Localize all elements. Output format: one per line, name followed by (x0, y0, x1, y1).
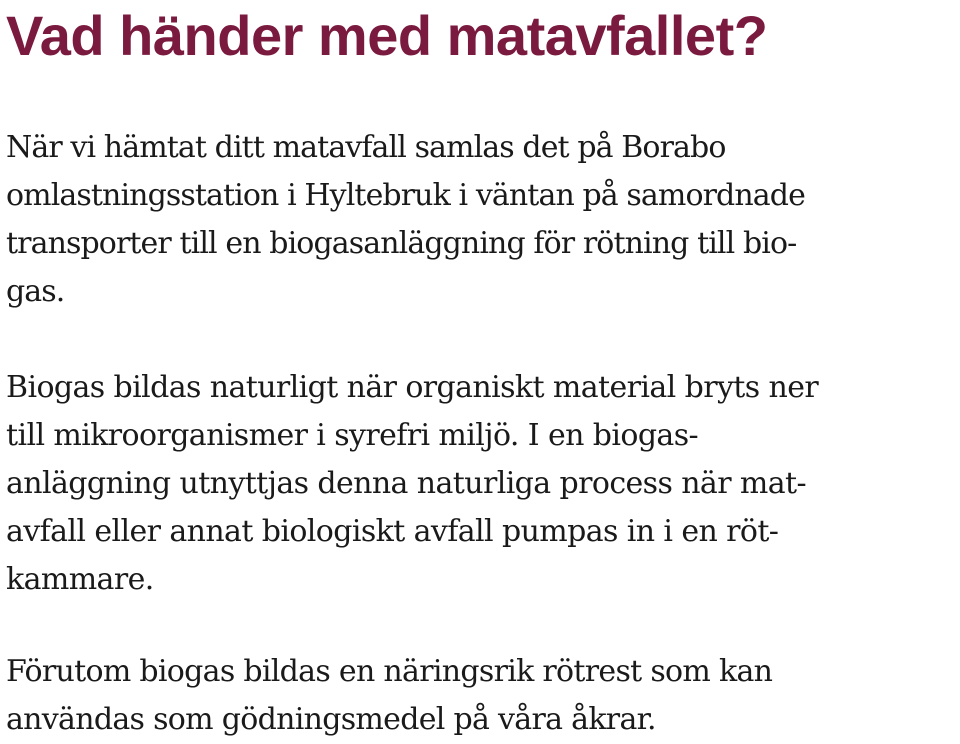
paragraph-line: avfall eller annat biologiskt avfall pumpas in i en röt- (6, 514, 779, 549)
paragraph-line: användas som gödningsmedel på våra åkrar. (6, 702, 656, 737)
page-title: Vad händer med matavfallet? (6, 4, 768, 67)
paragraph-1 (6, 124, 805, 316)
paragraph-line: Förutom biogas bildas en näringsrik rötrest som kan (6, 654, 773, 689)
paragraph-line: gas. (6, 274, 65, 309)
paragraph-line: till mikroorganismer i syrefri miljö. I en biogas- (6, 418, 699, 453)
paragraph-line: transporter till en biogasanläggning för rötning till bio- (6, 226, 797, 261)
paragraph-2 (6, 364, 818, 604)
paragraph-line: anläggning utnyttjas denna naturliga process när mat- (6, 466, 807, 501)
paragraph-line: kammare. (6, 562, 154, 597)
paragraph-line: När vi hämtat ditt matavfall samlas det på Borabo (6, 130, 726, 165)
paragraph-3 (6, 648, 772, 744)
paragraph-line: omlastningsstation i Hyltebruk i väntan på samordnade (6, 178, 805, 213)
paragraph-line: Biogas bildas naturligt när organiskt material bryts ner (6, 370, 819, 405)
